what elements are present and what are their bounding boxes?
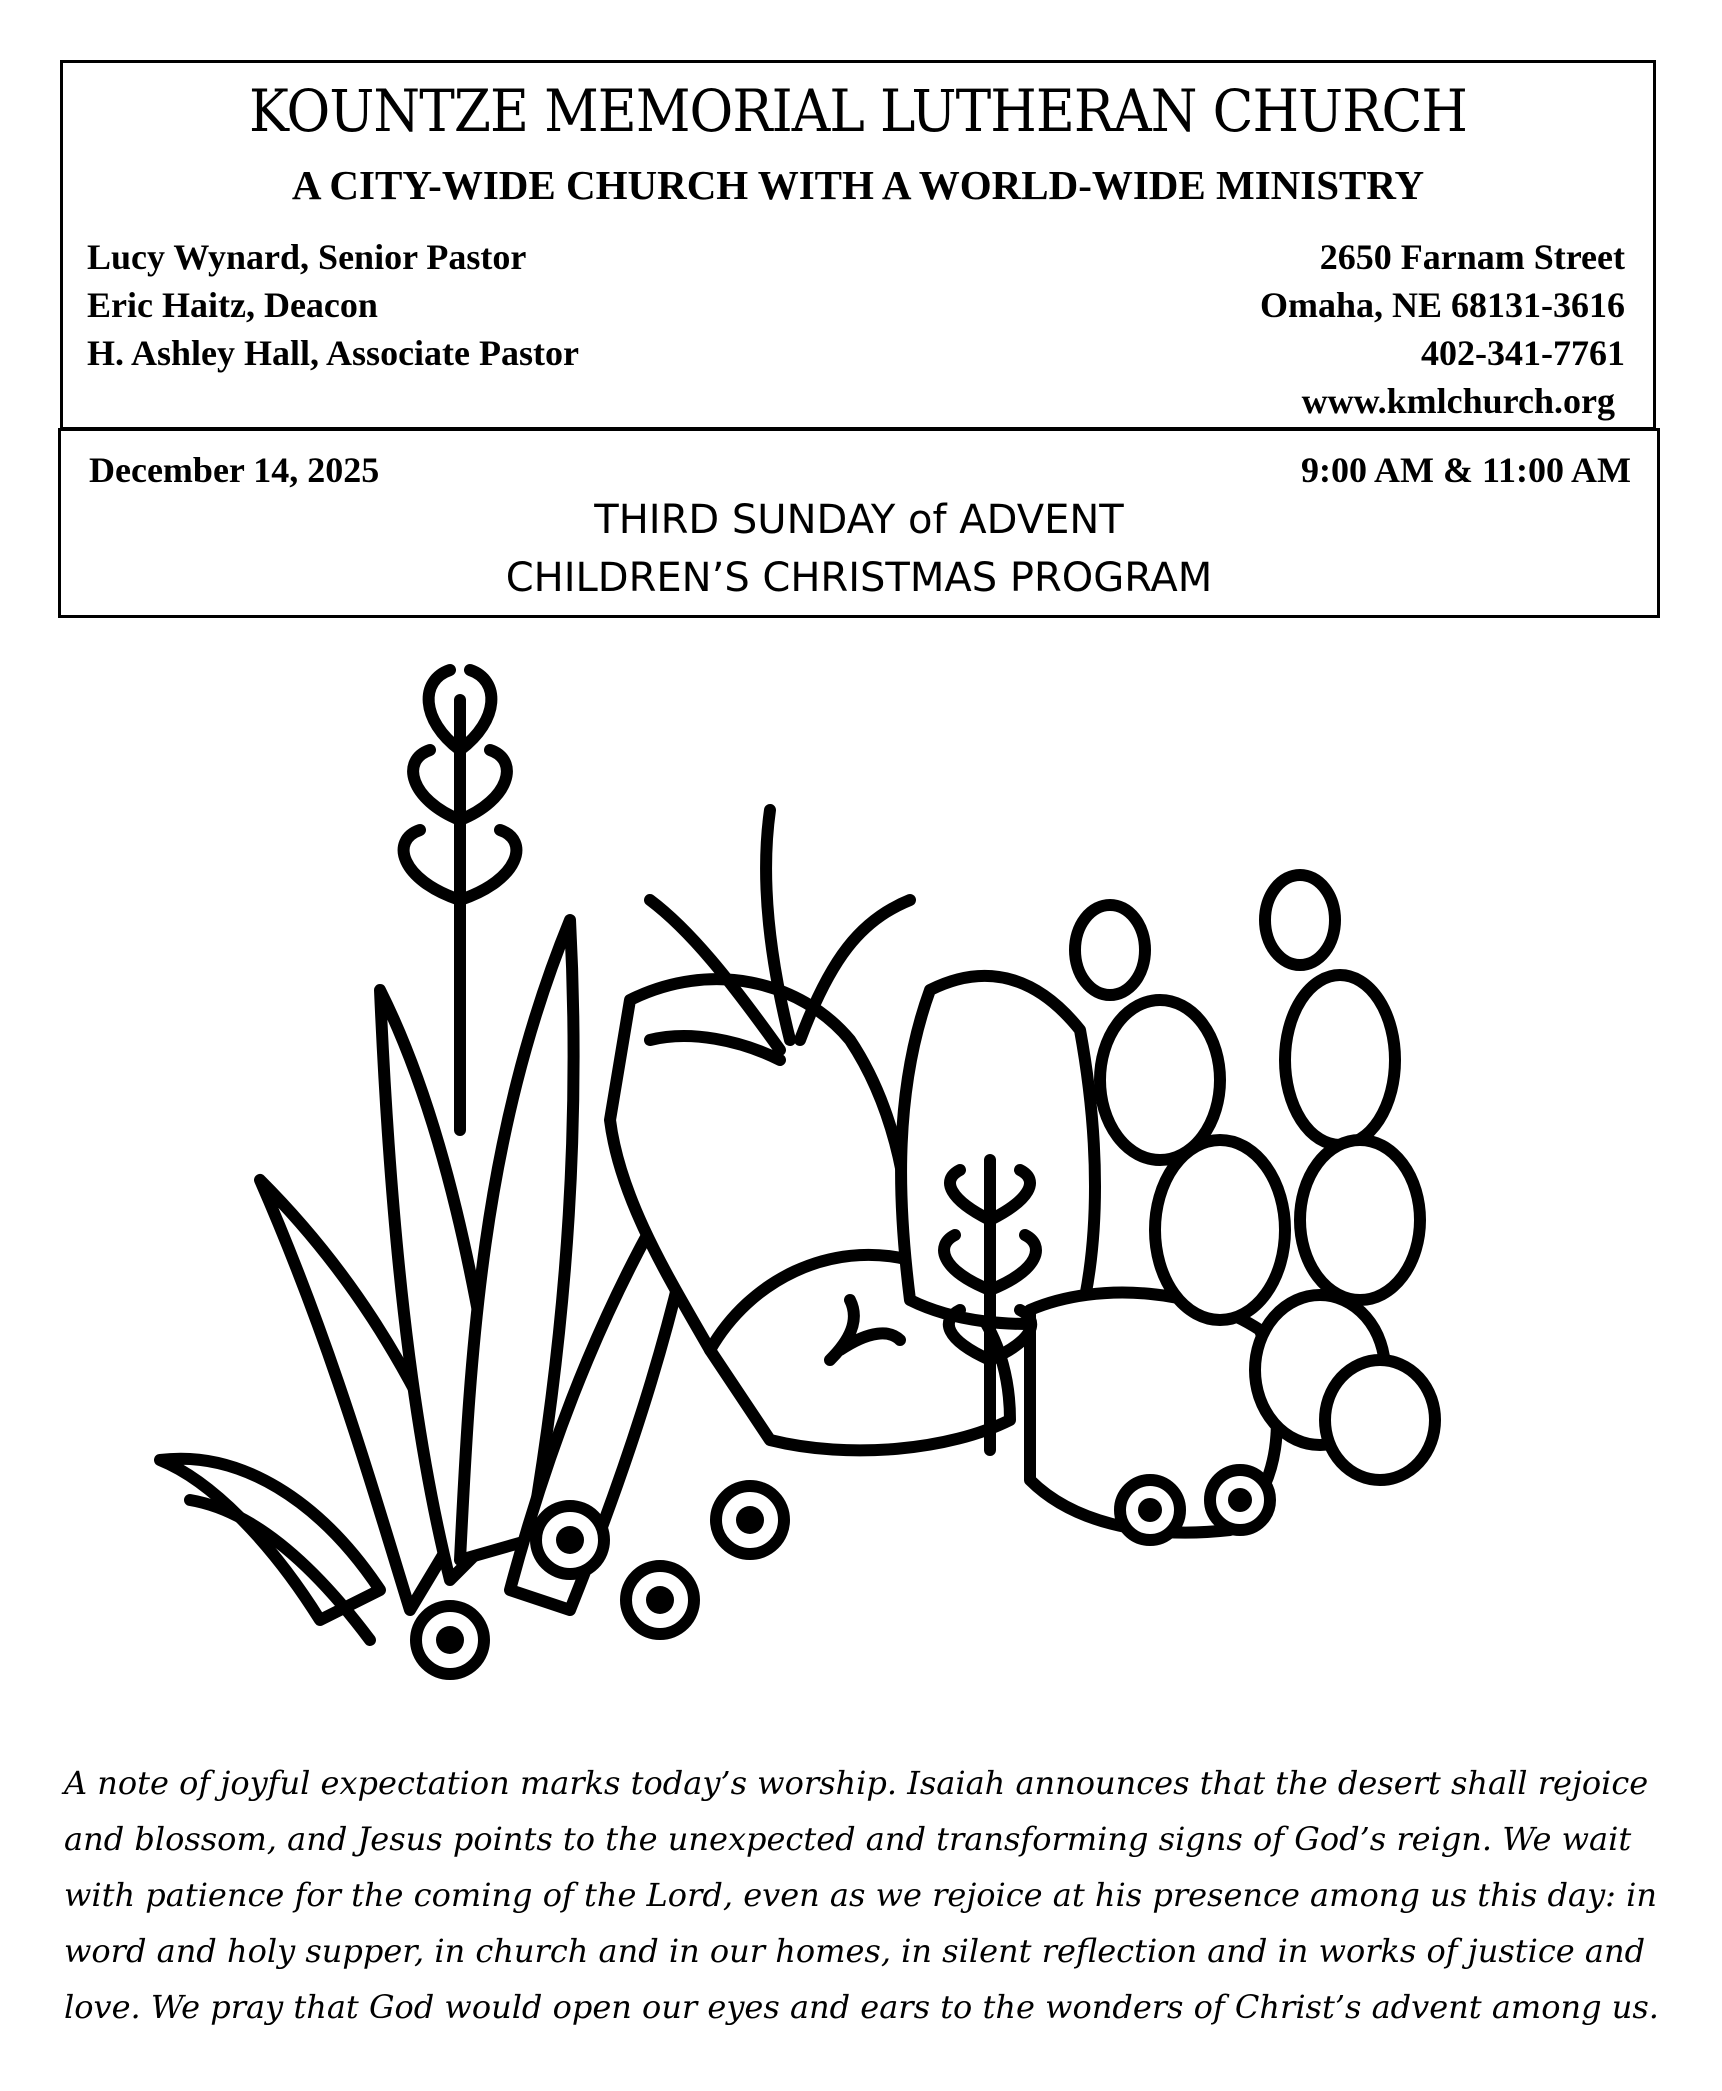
service-date: December 14, 2025 — [89, 450, 380, 490]
cactus-pad — [1300, 1140, 1420, 1300]
staff-associate-pastor: H. Ashley Hall, Associate Pastor — [87, 333, 579, 373]
cactus-pad — [1100, 1000, 1220, 1160]
service-info-box — [58, 428, 1660, 618]
cactus-pad — [1285, 975, 1395, 1145]
staff-deacon: Eric Haitz, Deacon — [87, 285, 378, 325]
church-address — [1260, 233, 1625, 425]
staff-list — [87, 233, 579, 377]
desert-garden-illustration — [150, 660, 1530, 1710]
address-website: www.kmlchurch.org — [1301, 381, 1615, 421]
cactus-pad — [1325, 1360, 1435, 1480]
cactus-pad — [1265, 875, 1335, 965]
address-city: Omaha, NE 68131-3616 — [1259, 285, 1625, 325]
address-phone: 402-341-7761 — [1421, 333, 1625, 373]
church-tagline: A CITY-WIDE CHURCH WITH A WORLD-WIDE MINISTRY — [291, 162, 1425, 208]
service-title: THIRD SUNDAY of ADVENT — [594, 497, 1124, 543]
service-times: 9:00 AM & 11:00 AM — [1301, 450, 1631, 490]
cactus-pad — [1155, 1140, 1285, 1320]
service-subtitle: CHILDREN’S CHRISTMAS PROGRAM — [505, 555, 1213, 601]
cactus-pad — [1075, 905, 1145, 995]
rock — [901, 976, 1095, 1324]
address-street: 2650 Farnam Street — [1319, 237, 1625, 277]
church-name: KOUNTZE MEMORIAL LUTHERAN CHURCH — [249, 77, 1467, 145]
worship-note: A note of joyful expectation marks today’s worship. Isaiah announces that the desert shall rejoice and blossom, and Jesus points to the unexpected and transforming signs of God’s reign. We wait with patience for the coming of the Lord, even as we rejoice at his presence among us this day: in word and holy supper, in church and in our homes, in silent reflection and in works of justice and love. We pray that God would open our eyes and ears to the wonders of Christ’s advent among us. — [64, 1764, 1659, 2026]
church-header — [60, 60, 1656, 430]
staff-senior-pastor: Lucy Wynard, Senior Pastor — [87, 237, 527, 277]
